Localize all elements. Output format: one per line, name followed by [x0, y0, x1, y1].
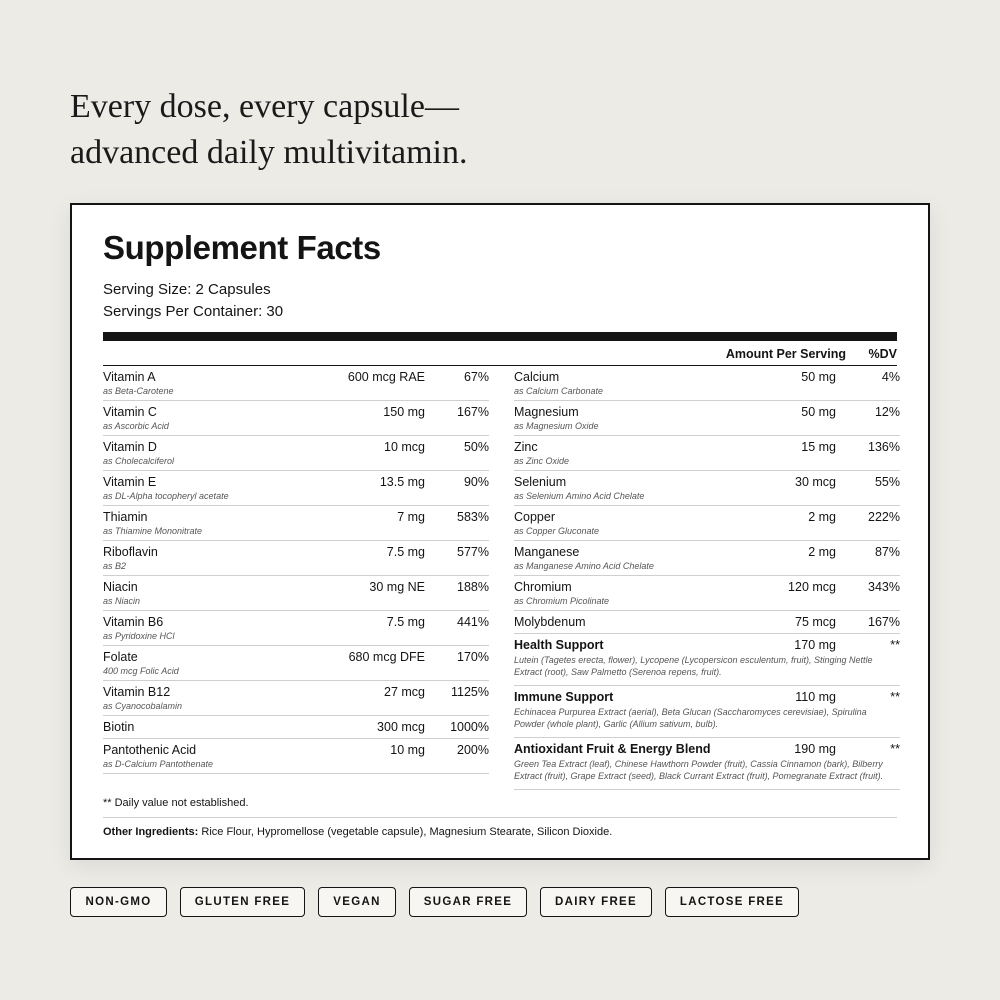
thick-divider	[103, 332, 897, 341]
nutrient-source: as Ascorbic Acid	[103, 421, 169, 431]
nutrient-amount: 7 mg	[397, 510, 425, 524]
nutrient-source: as Pyridoxine HCl	[103, 631, 175, 641]
nutrient-row	[103, 366, 489, 401]
blend-ingredients: Echinacea Purpurea Extract (aerial), Beta Glucan (Saccharomyces cerevisiae), Spirulina Powder (whole plant), Garlic (Allium sativum, bulb).	[514, 707, 867, 729]
badge-row	[70, 887, 799, 917]
nutrient-dv: 200%	[457, 743, 489, 757]
blend-dv: **	[890, 690, 900, 704]
nutrient-amount: 75 mcg	[795, 615, 836, 629]
badge-non-gmo: NON-GMO	[70, 887, 167, 917]
blend-row	[514, 634, 900, 686]
nutrient-row	[514, 366, 900, 401]
servings-per-container: Servings Per Container: 30	[103, 303, 284, 320]
blend-dv: **	[890, 638, 900, 652]
nutrient-source: as Zinc Oxide	[514, 456, 570, 466]
blend-ingredients: Green Tea Extract (leaf), Chinese Hawthorn Powder (fruit), Cassia Cinnamon (bark), Bilberry Extract (fruit), Grape Extract (seed), Black Currant Extract (fruit), Pomegranate Extract (fruit).	[514, 759, 884, 781]
blend-row	[514, 686, 900, 738]
nutrient-amount: 30 mg NE	[369, 580, 425, 594]
column-header	[103, 347, 897, 366]
supplement-facts-panel	[70, 203, 930, 860]
nutrient-amount: 50 mg	[801, 370, 836, 384]
blend-amount: 170 mg	[794, 638, 836, 652]
nutrient-row	[514, 436, 900, 471]
blend-row	[514, 738, 900, 790]
nutrient-amount: 15 mg	[801, 440, 836, 454]
nutrient-name: Selenium	[514, 475, 567, 489]
nutrient-name: Zinc	[514, 440, 538, 454]
nutrient-row	[103, 506, 489, 541]
badge-lactose-free: LACTOSE FREE	[665, 887, 799, 917]
nutrient-dv: 170%	[457, 650, 489, 664]
blend-name: Health Support	[514, 638, 604, 652]
nutrient-name: Thiamin	[103, 510, 148, 524]
nutrient-dv: 343%	[868, 580, 900, 594]
nutrient-dv: 167%	[868, 615, 900, 629]
nutrient-row	[103, 471, 489, 506]
nutrient-name: Calcium	[514, 370, 560, 384]
nutrient-dv: 222%	[868, 510, 900, 524]
nutrient-name: Vitamin B12	[103, 685, 171, 699]
badge-dairy-free: DAIRY FREE	[540, 887, 652, 917]
nutrient-dv: 87%	[874, 545, 900, 559]
nutrient-name: Magnesium	[514, 405, 579, 419]
nutrient-dv: 167%	[457, 405, 489, 419]
right-nutrient-column	[514, 366, 900, 790]
nutrient-row	[103, 401, 489, 436]
blend-ingredients: Lutein (Tagetes erecta, flower), Lycopene (Lycopersicon esculentum, fruit), Stinging Nettle Extract (root), Saw Palmetto (Serenoa repens, fruit).	[514, 655, 873, 677]
other-ingredients-label: Other Ingredients:	[103, 826, 199, 838]
nutrient-amount: 2 mg	[808, 545, 836, 559]
nutrient-amount: 10 mg	[390, 743, 425, 757]
nutrient-dv: 441%	[457, 615, 489, 629]
blend-dv: **	[890, 742, 900, 756]
nutrient-row	[103, 646, 489, 681]
nutrient-dv: 136%	[868, 440, 900, 454]
nutrient-amount: 27 mcg	[384, 685, 425, 699]
nutrient-amount: 7.5 mg	[386, 545, 425, 559]
nutrient-row	[103, 716, 489, 739]
badge-vegan: VEGAN	[318, 887, 396, 917]
nutrient-source: as D-Calcium Pantothenate	[103, 759, 214, 769]
nutrient-row	[514, 401, 900, 436]
nutrient-amount: 10 mcg	[384, 440, 425, 454]
nutrient-source: as Manganese Amino Acid Chelate	[514, 561, 654, 571]
nutrient-name: Vitamin D	[103, 440, 157, 454]
nutrient-amount: 300 mcg	[377, 720, 425, 734]
nutrient-dv: 90%	[463, 475, 489, 489]
other-ingredients	[103, 826, 612, 838]
nutrient-source: as Selenium Amino Acid Chelate	[514, 491, 645, 501]
headline-line-2: advanced daily multivitamin.	[70, 134, 468, 171]
nutrient-dv: 55%	[874, 475, 900, 489]
nutrient-row	[514, 506, 900, 541]
nutrient-source: as DL-Alpha tocopheryl acetate	[103, 491, 229, 501]
nutrient-dv: 12%	[874, 405, 900, 419]
nutrient-source: as Copper Gluconate	[514, 526, 600, 536]
headline	[70, 84, 930, 176]
nutrient-dv: 1125%	[451, 685, 489, 699]
nutrient-source: as Chromium Picolinate	[514, 596, 610, 606]
nutrient-name: Pantothenic Acid	[103, 743, 197, 757]
badge-gluten-free: GLUTEN FREE	[180, 887, 305, 917]
nutrient-amount: 7.5 mg	[386, 615, 425, 629]
nutrient-dv: 577%	[457, 545, 489, 559]
nutrient-row	[514, 541, 900, 576]
nutrient-source: as B2	[103, 561, 127, 571]
nutrient-dv: 4%	[881, 370, 900, 384]
dv-header: %DV	[868, 347, 897, 361]
headline-line-1: Every dose, every capsule—	[70, 88, 459, 125]
nutrient-row	[103, 436, 489, 471]
nutrient-source: 400 mcg Folic Acid	[103, 666, 179, 676]
other-ingredients-text: Rice Flour, Hypromellose (vegetable capsule), Magnesium Stearate, Silicon Dioxide.	[198, 826, 613, 838]
nutrient-name: Vitamin B6	[103, 615, 164, 629]
footnote-divider	[103, 817, 897, 818]
nutrient-row	[514, 611, 900, 634]
blend-name: Immune Support	[514, 690, 614, 704]
nutrient-name: Copper	[514, 510, 555, 524]
nutrient-row	[514, 576, 900, 611]
nutrient-dv: 50%	[463, 440, 489, 454]
nutrient-source: as Thiamine Mononitrate	[103, 526, 203, 536]
nutrient-dv: 188%	[457, 580, 489, 594]
serving-info	[103, 279, 283, 323]
nutrient-row	[103, 576, 489, 611]
nutrient-dv: 1000%	[450, 720, 489, 734]
blend-amount: 110 mg	[795, 690, 836, 704]
nutrient-dv: 67%	[463, 370, 489, 384]
nutrient-amount: 50 mg	[801, 405, 836, 419]
nutrient-name: Vitamin E	[103, 475, 157, 489]
nutrient-source: as Magnesium Oxide	[514, 421, 599, 431]
nutrient-row	[103, 681, 489, 716]
nutrient-source: as Cholecalciferol	[103, 456, 175, 466]
nutrient-row	[103, 541, 489, 576]
nutrient-amount: 13.5 mg	[379, 475, 425, 489]
nutrient-amount: 150 mg	[383, 405, 425, 419]
nutrient-amount: 600 mcg RAE	[347, 370, 425, 384]
nutrient-source: as Cyanocobalamin	[103, 701, 183, 711]
nutrient-name: Niacin	[103, 580, 138, 594]
nutrient-row	[514, 471, 900, 506]
nutrient-row	[103, 739, 489, 774]
nutrient-amount: 120 mcg	[788, 580, 836, 594]
blend-amount: 190 mg	[794, 742, 836, 756]
nutrient-name: Vitamin C	[103, 405, 157, 419]
nutrient-row	[103, 611, 489, 646]
left-nutrient-column	[103, 366, 489, 774]
nutrient-name: Chromium	[514, 580, 572, 594]
nutrient-source: as Beta-Carotene	[103, 386, 174, 396]
nutrient-source: as Niacin	[103, 596, 141, 606]
nutrient-source: as Calcium Carbonate	[514, 386, 604, 396]
nutrient-name: Folate	[103, 650, 138, 664]
nutrient-name: Biotin	[103, 720, 135, 734]
nutrient-name: Vitamin A	[103, 370, 156, 384]
nutrient-amount: 680 mcg DFE	[348, 650, 425, 664]
amount-per-serving-header: Amount Per Serving	[725, 347, 846, 361]
nutrient-dv: 583%	[457, 510, 489, 524]
facts-title: Supplement Facts	[103, 229, 381, 266]
badge-sugar-free: SUGAR FREE	[409, 887, 527, 917]
nutrient-amount: 2 mg	[808, 510, 836, 524]
serving-size: Serving Size: 2 Capsules	[103, 281, 271, 298]
nutrient-name: Manganese	[514, 545, 580, 559]
blend-name: Antioxidant Fruit & Energy Blend	[514, 742, 711, 756]
nutrient-name: Molybdenum	[514, 615, 586, 629]
footnote: ** Daily value not established.	[103, 797, 249, 809]
nutrient-name: Riboflavin	[103, 545, 158, 559]
nutrient-amount: 30 mcg	[795, 475, 836, 489]
